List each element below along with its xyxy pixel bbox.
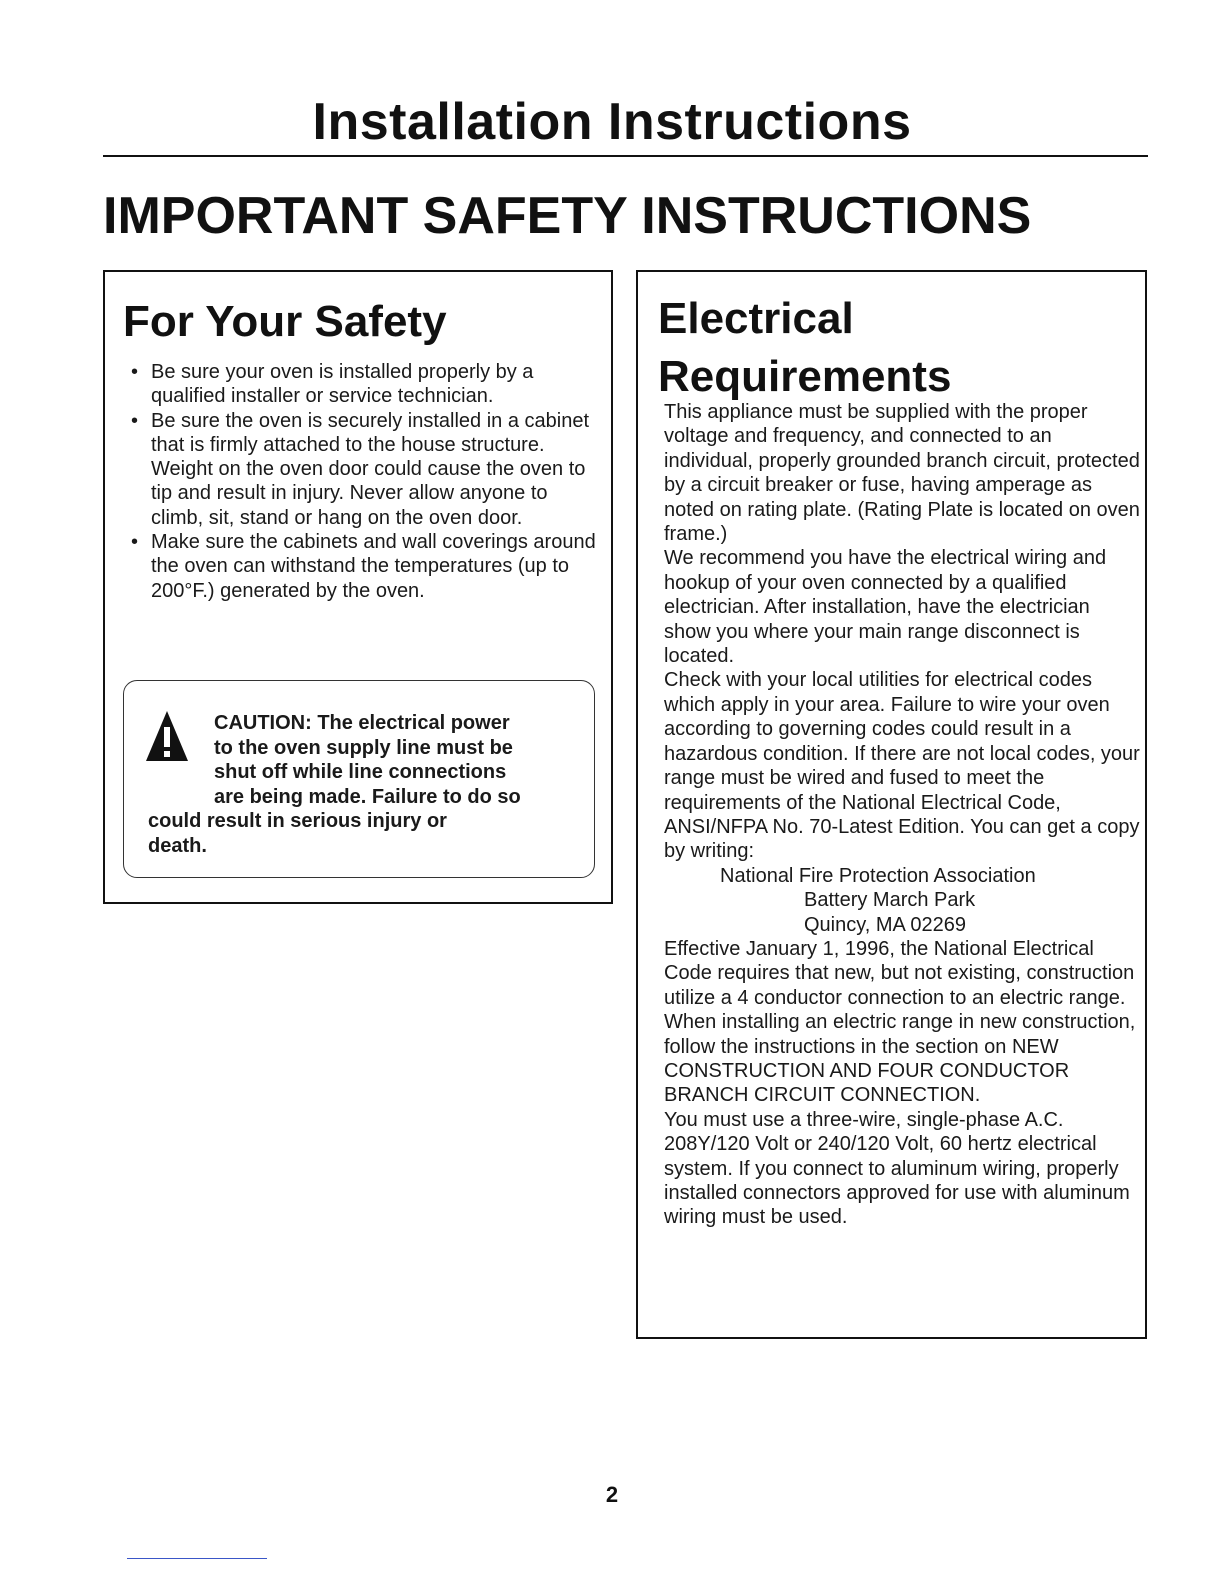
list-item: • Be sure the oven is securely installed in a cabinet that is firmly attached to the house structure. Weight on the oven door could cause the oven to tip and result in injury. Never allow anyone to climb, sit, stand or hang on the oven door. (127, 409, 597, 530)
address-block (664, 864, 1140, 937)
caution-text (148, 711, 568, 859)
list-item: • Make sure the cabinets and wall coverings around the oven can withstand the temperatures (up to 200°F.) generated by the oven. (127, 530, 597, 603)
paragraph: Effective January 1, 1996, the National Electrical Code requires that new, but not existing, construction utilize a 4 conductor connection to an electric range. When installing an electric range in new construction, follow the instructions in the section on NEW CONSTRUCTION AND FOUR CONDUCTOR BRANCH CIRCUIT CONNECTION. (664, 937, 1136, 1107)
title-underline (103, 155, 1148, 157)
address-line: National Fire Protection Association (720, 864, 1036, 887)
caution-notice (123, 680, 595, 878)
paragraph: This appliance must be supplied with the proper voltage and frequency, and connected to an individual, properly grounded branch circuit, protected by a circuit breaker or fuse, having amperage as noted on rating plate. (Rating Plate is located on oven frame.) (664, 401, 1140, 546)
paragraph: We recommend you have the electrical wiring and hookup of your oven connected by a qualified electrician. After installation, have the electrician show you where your main range disconnect is located. (664, 547, 1107, 668)
page-number: 2 (605, 1482, 619, 1507)
electrical-box-title: Electrical Requirements (658, 294, 952, 401)
safety-bullet-list (127, 360, 597, 603)
safety-box-title: For Your Safety (123, 297, 447, 346)
caution-line: to the oven supply line must be (214, 736, 513, 759)
list-item: • Be sure your oven is installed properly by a qualified installer or service technician. (127, 360, 597, 409)
caution-line: CAUTION: The electrical power (214, 712, 510, 734)
caution-line: death. (148, 834, 207, 857)
caution-line: could result in serious injury or (148, 810, 447, 833)
electrical-body (664, 400, 1140, 1230)
caution-line: shut off while line connections (214, 761, 507, 784)
caution-line: are being made. Failure to do so (214, 785, 521, 808)
electrical-requirements-box (636, 270, 1147, 1339)
safety-box (103, 270, 613, 904)
address-line: Quincy, MA 02269 (804, 913, 966, 936)
paragraph: Check with your local utilities for electrical codes which apply in your area. Failure to wire your oven according to governing codes could result in a hazardous condition. If there are not local codes, your range must be wired and fused to meet the requirements of the National Electrical Code, ANSI/NFPA No. 70-Latest Edition. You can get a copy by writing: (664, 669, 1140, 863)
page-title: Installation Instructions (312, 93, 912, 151)
paragraph: You must use a three-wire, single-phase A.C. 208Y/120 Volt or 240/120 Volt, 60 hertz electrical system. If you connect to aluminum wiring, properly installed connectors approved for use with aluminum wiring must be used. (664, 1108, 1130, 1229)
footer-rule (127, 1558, 267, 1559)
address-line: Battery March Park (804, 889, 976, 912)
page-subtitle: IMPORTANT SAFETY INSTRUCTIONS (103, 187, 1032, 245)
